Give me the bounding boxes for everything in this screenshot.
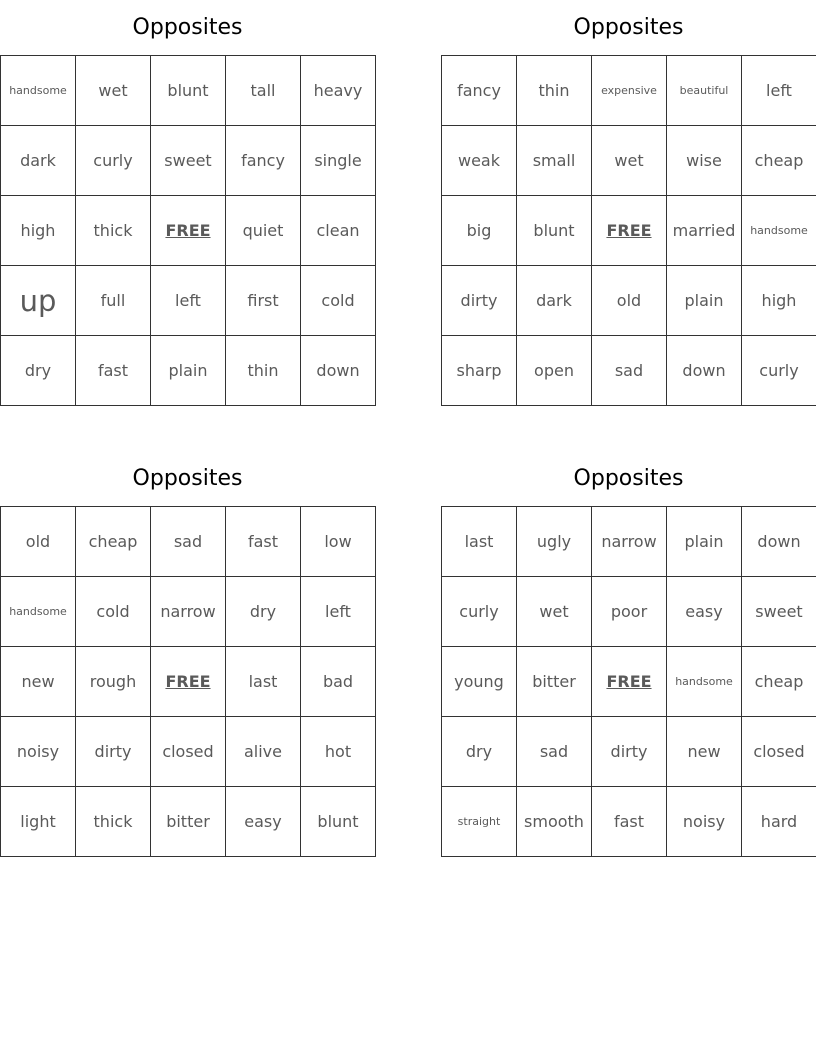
grid-row — [442, 266, 816, 336]
bingo-cell[interactable]: sad — [151, 507, 226, 577]
bingo-cell[interactable]: thick — [76, 196, 151, 266]
bingo-cell[interactable]: light — [1, 787, 76, 857]
grid-row — [1, 56, 376, 126]
bingo-cell[interactable]: young — [442, 647, 517, 717]
bingo-cell[interactable]: handsome — [742, 196, 816, 266]
bingo-cell[interactable]: last — [442, 507, 517, 577]
bingo-cell[interactable]: up — [1, 266, 76, 336]
bingo-cell[interactable]: dirty — [76, 717, 151, 787]
bingo-cell[interactable]: left — [742, 56, 816, 126]
bingo-cell[interactable]: old — [592, 266, 667, 336]
bingo-cell[interactable]: dirty — [592, 717, 667, 787]
bingo-cell[interactable]: rough — [76, 647, 151, 717]
grid-row — [1, 577, 376, 647]
bingo-cell[interactable]: wise — [667, 126, 742, 196]
bingo-cell[interactable]: hot — [301, 717, 376, 787]
bingo-cell[interactable]: wet — [592, 126, 667, 196]
bingo-cell[interactable]: curly — [442, 577, 517, 647]
bingo-cell[interactable]: sad — [592, 336, 667, 406]
bingo-cell[interactable]: sweet — [742, 577, 816, 647]
bingo-cell[interactable]: closed — [742, 717, 816, 787]
bingo-cell[interactable]: sharp — [442, 336, 517, 406]
bingo-cell[interactable]: fast — [76, 336, 151, 406]
bingo-cell[interactable]: cheap — [742, 126, 816, 196]
bingo-cell[interactable]: sweet — [151, 126, 226, 196]
bingo-cell[interactable]: left — [301, 577, 376, 647]
bingo-cell[interactable]: new — [667, 717, 742, 787]
bingo-cell[interactable]: big — [442, 196, 517, 266]
bingo-cell[interactable]: first — [226, 266, 301, 336]
bingo-cell[interactable]: plain — [667, 266, 742, 336]
bingo-cell[interactable]: curly — [76, 126, 151, 196]
bingo-cell[interactable]: plain — [667, 507, 742, 577]
free-space-cell[interactable]: FREE — [592, 647, 667, 717]
bingo-cell[interactable]: thick — [76, 787, 151, 857]
bingo-cell[interactable]: closed — [151, 717, 226, 787]
bingo-cell[interactable]: dark — [517, 266, 592, 336]
bingo-cell[interactable]: fast — [226, 507, 301, 577]
bingo-card-4 — [441, 451, 816, 857]
bingo-cell[interactable]: noisy — [667, 787, 742, 857]
grid-row — [1, 196, 376, 266]
bingo-cell[interactable]: cold — [301, 266, 376, 336]
bingo-cell[interactable]: old — [1, 507, 76, 577]
bingo-cell[interactable]: wet — [517, 577, 592, 647]
bingo-cell[interactable]: hard — [742, 787, 816, 857]
grid-row — [442, 507, 816, 577]
grid-row — [442, 647, 816, 717]
bingo-cell[interactable]: high — [742, 266, 816, 336]
free-space-cell[interactable]: FREE — [151, 196, 226, 266]
bingo-grid — [441, 506, 816, 857]
bingo-cell[interactable]: wet — [76, 56, 151, 126]
bingo-card-1 — [0, 0, 375, 406]
grid-row — [1, 266, 376, 336]
bingo-cell[interactable]: fancy — [442, 56, 517, 126]
card-title: Opposites — [573, 466, 684, 491]
bingo-cell[interactable]: handsome — [667, 647, 742, 717]
bingo-cell[interactable]: dry — [1, 336, 76, 406]
bingo-cell[interactable]: bitter — [517, 647, 592, 717]
bingo-grid — [441, 55, 816, 406]
grid-row — [442, 196, 816, 266]
bingo-card-2 — [441, 0, 816, 406]
bingo-cell[interactable]: high — [1, 196, 76, 266]
bingo-cell[interactable]: thin — [517, 56, 592, 126]
free-space-cell[interactable]: FREE — [592, 196, 667, 266]
bingo-cell[interactable]: handsome — [1, 56, 76, 126]
grid-row — [442, 577, 816, 647]
grid-row — [1, 126, 376, 196]
bingo-cell[interactable]: single — [301, 126, 376, 196]
bingo-cell[interactable]: married — [667, 196, 742, 266]
bingo-cell[interactable]: curly — [742, 336, 816, 406]
bingo-grid — [0, 55, 376, 406]
bingo-cell[interactable]: low — [301, 507, 376, 577]
card-title: Opposites — [573, 15, 684, 40]
bingo-cell[interactable]: poor — [592, 577, 667, 647]
bingo-grid — [0, 506, 376, 857]
bingo-cell[interactable]: small — [517, 126, 592, 196]
bingo-cell[interactable]: dark — [1, 126, 76, 196]
bingo-cell[interactable]: narrow — [151, 577, 226, 647]
bingo-cell[interactable]: down — [301, 336, 376, 406]
card-title: Opposites — [132, 466, 243, 491]
bingo-cell[interactable]: open — [517, 336, 592, 406]
bingo-cell[interactable]: handsome — [1, 577, 76, 647]
bingo-cell[interactable]: quiet — [226, 196, 301, 266]
bingo-card-3 — [0, 451, 375, 857]
grid-row — [1, 647, 376, 717]
bingo-cell[interactable]: sad — [517, 717, 592, 787]
bingo-cell[interactable]: narrow — [592, 507, 667, 577]
bingo-cell[interactable]: smooth — [517, 787, 592, 857]
bingo-cell[interactable]: fancy — [226, 126, 301, 196]
free-space-cell[interactable]: FREE — [151, 647, 226, 717]
bingo-cell[interactable]: alive — [226, 717, 301, 787]
grid-row — [442, 717, 816, 787]
bingo-cell[interactable]: easy — [226, 787, 301, 857]
bingo-cell[interactable]: new — [1, 647, 76, 717]
bingo-cell[interactable]: straight — [442, 787, 517, 857]
bingo-cell[interactable]: full — [76, 266, 151, 336]
bingo-cell[interactable]: cheap — [76, 507, 151, 577]
grid-row — [442, 126, 816, 196]
bingo-cell[interactable]: thin — [226, 336, 301, 406]
bingo-cell[interactable]: dry — [226, 577, 301, 647]
bingo-cell[interactable]: blunt — [151, 56, 226, 126]
bingo-cell[interactable]: dry — [442, 717, 517, 787]
bingo-cell[interactable]: tall — [226, 56, 301, 126]
grid-row — [1, 787, 376, 857]
grid-row — [442, 336, 816, 406]
bingo-cell[interactable]: bad — [301, 647, 376, 717]
bingo-cell[interactable]: expensive — [592, 56, 667, 126]
bingo-cell[interactable]: blunt — [517, 196, 592, 266]
bingo-cell[interactable]: bitter — [151, 787, 226, 857]
bingo-cell[interactable]: down — [667, 336, 742, 406]
bingo-cell[interactable]: cold — [76, 577, 151, 647]
bingo-cell[interactable]: ugly — [517, 507, 592, 577]
bingo-cell[interactable]: weak — [442, 126, 517, 196]
bingo-cell[interactable]: blunt — [301, 787, 376, 857]
bingo-cell[interactable]: plain — [151, 336, 226, 406]
bingo-cell[interactable]: cheap — [742, 647, 816, 717]
bingo-cell[interactable]: heavy — [301, 56, 376, 126]
bingo-cell[interactable]: noisy — [1, 717, 76, 787]
grid-row — [1, 507, 376, 577]
bingo-cell[interactable]: clean — [301, 196, 376, 266]
bingo-cell[interactable]: down — [742, 507, 816, 577]
bingo-cell[interactable]: left — [151, 266, 226, 336]
bingo-cell[interactable]: beautiful — [667, 56, 742, 126]
bingo-cell[interactable]: dirty — [442, 266, 517, 336]
card-title: Opposites — [132, 15, 243, 40]
bingo-cell[interactable]: fast — [592, 787, 667, 857]
grid-row — [1, 336, 376, 406]
bingo-cell[interactable]: easy — [667, 577, 742, 647]
grid-row — [1, 717, 376, 787]
grid-row — [442, 787, 816, 857]
grid-row — [442, 56, 816, 126]
bingo-cell[interactable]: last — [226, 647, 301, 717]
